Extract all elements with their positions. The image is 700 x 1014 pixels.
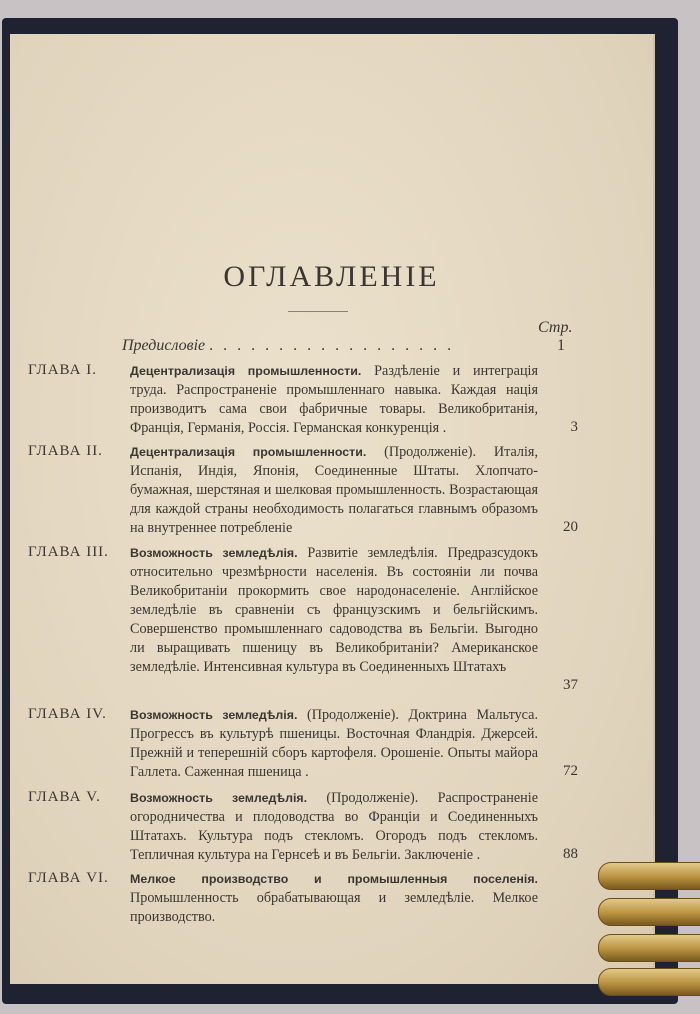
title-rule: [288, 311, 348, 312]
chapter-text: [130, 443, 538, 538]
clip-bar: [598, 968, 700, 996]
chapter-label: ГЛАВА I.: [28, 362, 97, 378]
chapter-text: [130, 544, 538, 677]
chapter-title: Децентрализація промышленности.: [130, 445, 367, 459]
chapter-summary: (Продолженіе). Распространеніе огородничества и плодоводства во Франціи и Соединенныхъ Штатахъ. Культура подъ стекломъ. Огородъ подъ стекломъ. Тепличная культура на Гернсеѣ и въ Бельгіи. Заключеніе .: [130, 790, 538, 863]
chapter-title: Мелкое производство и промышленныя поселенія.: [130, 872, 538, 886]
chapter-label: ГЛАВА IV.: [28, 706, 107, 722]
chapter-label: ГЛАВА VI.: [28, 870, 109, 886]
chapter-summary: (Продолженіе). Италія, Испанія, Индія, Японія, Соединенные Штаты. Хлопчато-бумажная, шерстяная и шелковая промышленность. Возрастающая для каждой страны необходимость полагаться главнымъ образомъ на внутреннее потребленіе: [130, 444, 538, 536]
clip-bar: [598, 862, 700, 890]
chapter-text: [130, 789, 538, 865]
chapter-summary: Развитіе земледѣлія. Предразсудокъ относительно чрезмѣрности населенія. Въ состояніи ли почва Великобританіи прокормить свое народонаселеніе. Англійское земледѣліе въ сравненіи съ французскимъ и бельгійскимъ. Совершенство промышленнаго садоводства въ Бельгіи. Выгодно ли выращивать пшеницу въ Великобританіи? Американское земледѣліе. Интенсивная культура въ Соединенныхъ Штатахъ: [130, 545, 538, 675]
chapter-page: 72: [563, 763, 578, 779]
chapter-page: 20: [563, 519, 578, 535]
page-column-label: Стр.: [538, 319, 573, 336]
chapter-label: ГЛАВА III.: [28, 544, 109, 560]
preface-text: Предисловіе: [122, 337, 206, 354]
preface-label: [122, 337, 454, 355]
clip-bar: [598, 898, 700, 926]
page-title: ОГЛАВЛЕНIЕ: [223, 260, 440, 293]
chapter-text: [130, 870, 538, 927]
chapter-title: Децентрализація промышленности.: [130, 364, 362, 378]
chapter-text: [130, 362, 538, 438]
chapter-page: 88: [563, 846, 578, 862]
chapter-label: ГЛАВА V.: [28, 789, 101, 805]
chapter-page: 3: [570, 419, 578, 435]
chapter-title: Возможность земледѣлія.: [130, 791, 308, 805]
preface-dots: . . . . . . . . . . . . . . . . . .: [209, 337, 455, 354]
chapter-title: Возможность земледѣлія.: [130, 708, 298, 722]
chapter-summary: Промышленность обрабатывающая и земледѣліе. Мелкое производство.: [130, 890, 538, 925]
chapter-summary: Раздѣленіе и интеграція труда. Распространеніе промышленнаго навыка. Каждая нація производитъ сама свои фабричные товары. Великобританія, Франція, Германія, Россія. Германская конкуренція .: [130, 363, 538, 436]
chapter-title: Возможность земледѣлія.: [130, 546, 298, 560]
book-page: [10, 34, 653, 984]
brass-page-clip: [590, 800, 700, 1014]
clip-bar: [598, 934, 700, 962]
chapter-text: [130, 706, 538, 782]
chapter-label: ГЛАВА II.: [28, 443, 103, 459]
chapter-summary: (Продолженіе). Доктрина Мальтуса. Прогрессъ въ культурѣ пшеницы. Восточная Фландрія. Джерсей. Прежній и теперешній сборъ картофеля. Орошеніе. Опыты майора Галлета. Саженная пшеница .: [130, 707, 538, 780]
preface-page: 1: [557, 337, 565, 354]
chapter-page: 37: [563, 677, 578, 693]
